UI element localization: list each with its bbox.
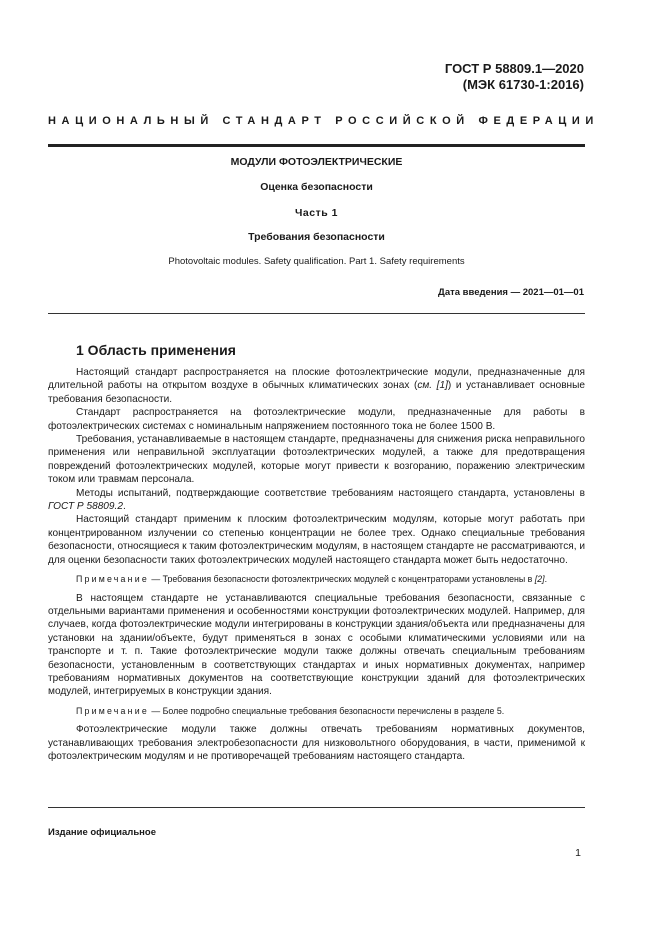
paragraph-3: Требования, устанавливаемые в настоящем стандарте, предназначены для снижения риска неправильного применения или неправильной эксплуатации фотоэлектрических модулей, а также для предотвращения повреждений фотоэлектрических модулей, которые могут привести к возгоранию, поражению электрическим током или травмам персонала.	[48, 434, 585, 486]
document-number	[445, 61, 584, 93]
date-divider	[48, 313, 585, 314]
standard-part: Часть 1	[295, 207, 338, 219]
header-divider	[48, 144, 585, 147]
paragraph-2: Стандарт распространяется на фотоэлектрические модули, предназначенные для работы в фотоэлектрических системах с номинальным напряжением постоянного тока не более 1500 В.	[48, 407, 585, 432]
official-edition-label: Издание официальное	[48, 827, 156, 838]
reference-link: [2]	[534, 574, 545, 585]
standard-subtitle: Оценка безопасности	[260, 181, 373, 193]
paragraph-5: Настоящий стандарт применим к плоским фотоэлектрическим модулям, которые могут работать при концентрированном излучении со степенью концентрации не более трех. Однако специальные требования безопасности, относящиеся к таким фотоэлектрическим модулям, в настоящем стандарте не рассматриваются, и для оценки безопасности таких фотоэлектрических модулей настоящего стандарта может быть недостаточно.	[48, 514, 585, 566]
section-heading: 1 Область применения	[76, 342, 236, 358]
standard-requirements-title: Требования безопасности	[248, 231, 385, 243]
paragraph-1: Настоящий стандарт распространяется на плоские фотоэлектрические модули, предназначенные для длительной работы на открытом воздухе в обычных климатических зонах (см. [1]) и устанавливает основные требования безопасности.	[48, 367, 586, 405]
paragraph-4: Методы испытаний, подтверждающие соответствие требованиям настоящего стандарта, установлены в ГОСТ Р 58809.2.	[48, 487, 585, 513]
reference-link: см. [1]	[417, 380, 448, 392]
english-title: Photovoltaic modules. Safety qualification. Part 1. Safety requirements	[168, 256, 465, 267]
introduction-date: Дата введения — 2021—01—01	[438, 287, 584, 298]
iec-number: (МЭК 61730-1:2016)	[462, 77, 584, 92]
standard-title: МОДУЛИ ФОТОЭЛЕКТРИЧЕСКИЕ	[230, 156, 403, 168]
page-number: 1	[575, 847, 581, 859]
footer-divider	[48, 807, 585, 808]
gost-number: ГОСТ Р 58809.1—2020	[444, 61, 584, 76]
national-standard-title: НАЦИОНАЛЬНЫЙ СТАНДАРТ РОССИЙСКОЙ ФЕДЕРАЦИИ	[48, 115, 599, 127]
note-2: Примечание — Более подробно специальные требования безопасности перечислены в разделе 5.	[76, 705, 505, 716]
note-label: Примечание	[76, 574, 149, 585]
paragraph-7: Фотоэлектрические модули также должны отвечать требованиям нормативных документов, устанавливающих требования электробезопасности для низковольтного оборудования, в части, применимой к фотоэлектрическим модулям и не противоречащей требованиям настоящего стандарта.	[48, 724, 585, 763]
paragraph-6: В настоящем стандарте не устанавливаются специальные требования безопасности, связанные с отдельными вариантами применения и особенностями конструкции фотоэлектрических модулей. Например, для случаев, когда фотоэлектрические модули интегрированы в конструкции здания/объекта или предназначены для установки на здании/объекте, будут применяться в зонах с особыми климатическими условиями или на транспорте и т. п. Такие фотоэлектрические модули также должны отвечать специальным требованиям безопасности, установленным в соответствующих стандартах и иных нормативных документах, например требованиям нормативных документов на соответствующие конструкции зданий для фотоэлектрических модулей, интегрируемых в конструкции здания.	[48, 592, 585, 698]
note-1: Примечание — Требования безопасности фотоэлектрических модулей с концентраторами установлены в [2].	[76, 574, 548, 585]
section-body	[48, 366, 585, 764]
reference-link: ГОСТ Р 58809.2	[48, 501, 123, 513]
note-label: Примечание	[76, 705, 149, 716]
